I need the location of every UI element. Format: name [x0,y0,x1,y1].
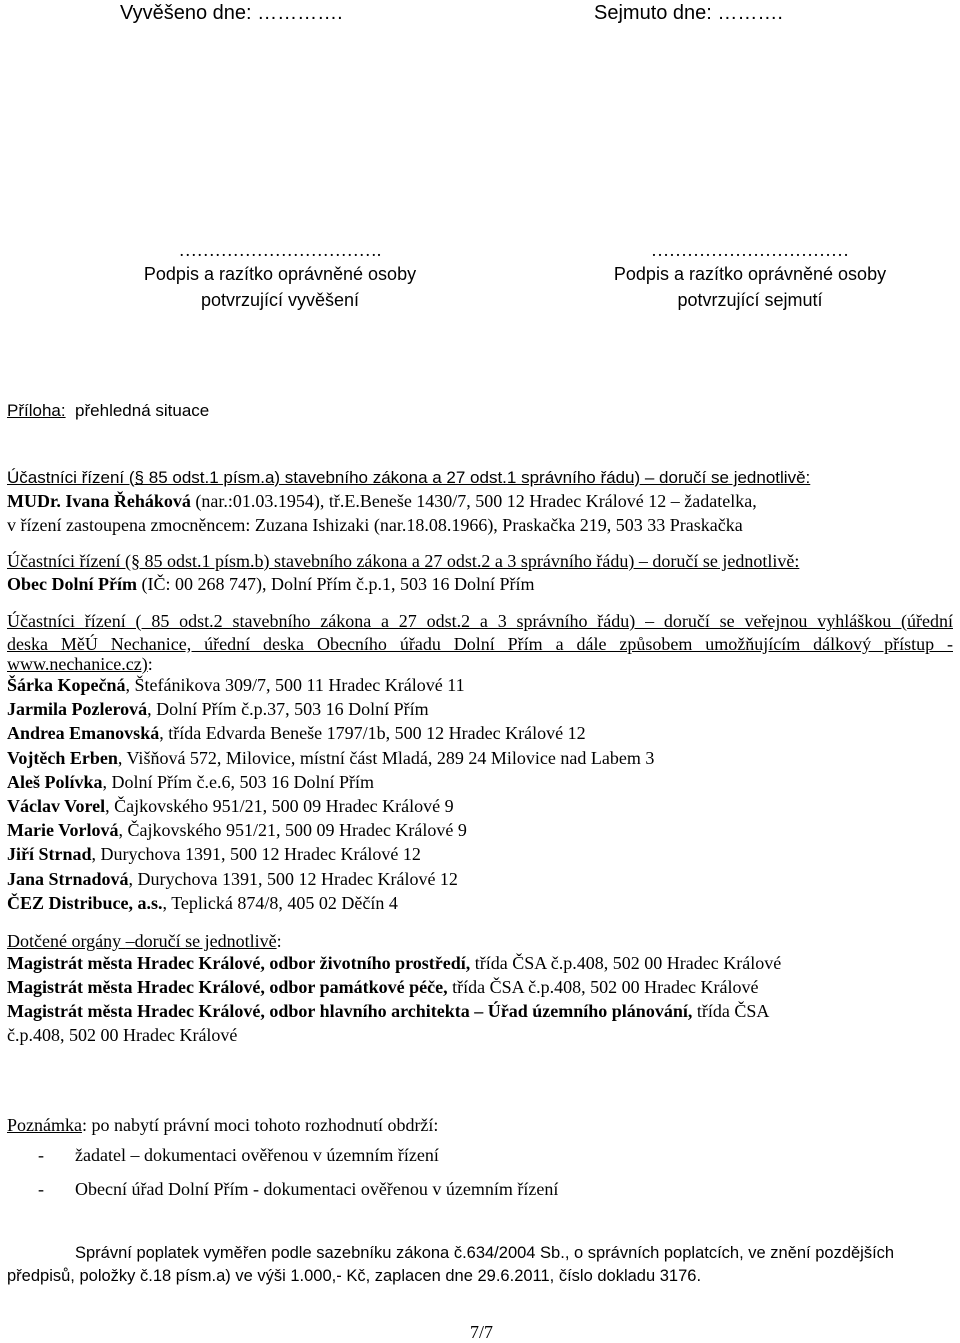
participant-name: Jiří Strnad [7,844,92,865]
participant-row [7,746,654,770]
participant-row [7,770,654,794]
paragraph-sign: § [134,468,145,487]
removed-date-label: Sejmuto dne: ………. [594,2,783,24]
participant-address: , třída Edvarda Beneše 1797/1b, 500 12 Hradec Králové 12 [159,723,586,744]
participant-address: , Čajkovského 951/21, 500 09 Hradec Králové 9 [105,795,454,816]
participant-address: , Durychova 1391, 500 12 Hradec Králové 12 [128,868,458,889]
section1-heading: Účastníci řízení (§ 85 odst.1 písm.a) stavebního zákona a 27 odst.1 správního řádu) – doručí se jednotlivě: [7,468,811,487]
section2-line1: Obec Dolní Přím (IČ: 00 268 747), Dolní Přím č.p.1, 503 16 Dolní Přím [7,574,535,594]
participant-address: , Dolní Přím č.e.6, 503 16 Dolní Přím [102,771,375,792]
paragraph-sign: § [130,551,140,571]
participant-row [7,818,654,842]
note-item-bullet: - [38,1179,44,1199]
note-item-bullet: - [38,1145,44,1165]
participant-name: Václav Vorel [7,795,106,816]
participant-row [7,721,654,745]
participant-name: Aleš Polívka [7,771,103,792]
section1-line1: MUDr. Ivana Řeháková (nar.:01.03.1954), tř.E.Beneše 1430/7, 500 12 Hradec Králové 12 – žadatelka, [7,491,757,511]
note-label: Poznámka [7,1115,82,1135]
participant-name: Vojtěch Erben [7,747,118,768]
section2-heading: Účastníci řízení (§ 85 odst.1 písm.b) stavebního zákona a 27 odst.2 a 3 správního řádu) – doručí se jednotlivě: [7,551,800,571]
authority-line3: Magistrát města Hradec Králové, odbor hlavního architekta – Úřad územního plánování, třída ČSA [7,1001,770,1021]
participant-row [7,891,654,915]
right-signature-dots: …………………………… [651,240,849,260]
participant-name: Jarmila Pozlerová [7,699,148,720]
participant-address: , Štefánikova 309/7, 500 11 Hradec Králové 11 [125,675,465,695]
right-signature-line1: Podpis a razítko oprávněné osoby [613,264,887,284]
applicant-name: MUDr. Ivana Řeháková [7,491,191,511]
attachment-text: přehledná situace [75,401,210,420]
participant-name: Andrea Emanovská [7,723,160,744]
attachment-line [7,400,209,422]
note-item-2: Obecní úřad Dolní Přím - dokumentaci ověřenou v územním řízení [75,1179,559,1199]
authority-line4: č.p.408, 502 00 Hradec Králové [7,1025,238,1045]
note-item-1: žadatel – dokumentaci ověřenou v územním řízení [75,1145,439,1165]
participant-address: , Teplická 874/8, 405 02 Děčín 4 [162,892,398,913]
participant-name: Šárka Kopečná [7,675,126,695]
left-signature-line1: Podpis a razítko oprávněné osoby [143,264,417,284]
participant-address: , Čajkovského 951/21, 500 09 Hradec Králové 9 [118,820,467,841]
authority-line1: Magistrát města Hradec Králové, odbor životního prostředí, třída ČSA č.p.408, 502 00 Hradec Králové [7,953,782,973]
participant-name: ČEZ Distribuce, a.s. [7,892,163,913]
participant-name: Jana Strnadová [7,868,129,889]
attachment-label: Příloha: [7,401,66,420]
participant-address: , Durychova 1391, 500 12 Hradec Králové 12 [91,844,421,865]
posted-date-label: Vyvěšeno dne: …………. [120,2,343,24]
website-link[interactable]: www.nechanice.cz) [7,654,148,674]
participant-row [7,794,654,818]
section4-heading: Dotčené orgány –doručí se jednotlivě: [7,931,282,951]
participant-row [7,867,654,891]
page-number: 7/7 [470,1322,494,1342]
municipality-name: Obec Dolní Přím [7,574,137,594]
fee-line1: Správní poplatek vyměřen podle sazebníku zákona č.634/2004 Sb., o správních poplatcích, ve znění pozdějších [75,1244,895,1262]
participant-address: , Višňová 572, Milovice, místní část Mladá, 289 24 Milovice nad Labem 3 [117,747,655,768]
participant-row [7,697,654,721]
section3-heading-line2: deska MěÚ Nechanice, úřední deska Obecního úřadu Dolní Přím a dále způsobem umožňujícím dálkový přístup - [7,634,953,654]
participant-address: , Dolní Přím č.p.37, 503 16 Dolní Přím [147,699,429,720]
participant-row [7,842,654,866]
left-signature-line2: potvrzující vyvěšení [200,290,360,310]
left-signature-dots: ……………………………. [178,240,382,260]
participant-name: Marie Vorlová [7,820,119,841]
section1-line2: v řízení zastoupena zmocněncem: Zuzana Ishizaki (nar.18.08.1966), Praskačka 219, 503 33 Praskačka [7,515,743,535]
participant-row [7,673,654,697]
section3-heading-line1: Účastníci řízení ( 85 odst.2 stavebního zákona a 27 odst.2 a 3 správního řádu) – doručí se veřejnou vyhláškou (úřední [7,611,953,631]
right-signature-line2: potvrzující sejmutí [677,290,823,310]
participants-list [7,673,654,915]
section3-heading-line3: www.nechanice.cz): [7,654,153,674]
fee-line2: předpisů, položky č.18 písm.a) ve výši 1.000,- Kč, zaplacen dne 29.6.2011, číslo dokladu 3176. [7,1267,702,1285]
authority-line2: Magistrát města Hradec Králové, odbor památkové péče, třída ČSA č.p.408, 502 00 Hradec Králové [7,977,759,997]
note-heading: Poznámka: po nabytí právní moci tohoto rozhodnutí obdrží: [7,1115,439,1135]
